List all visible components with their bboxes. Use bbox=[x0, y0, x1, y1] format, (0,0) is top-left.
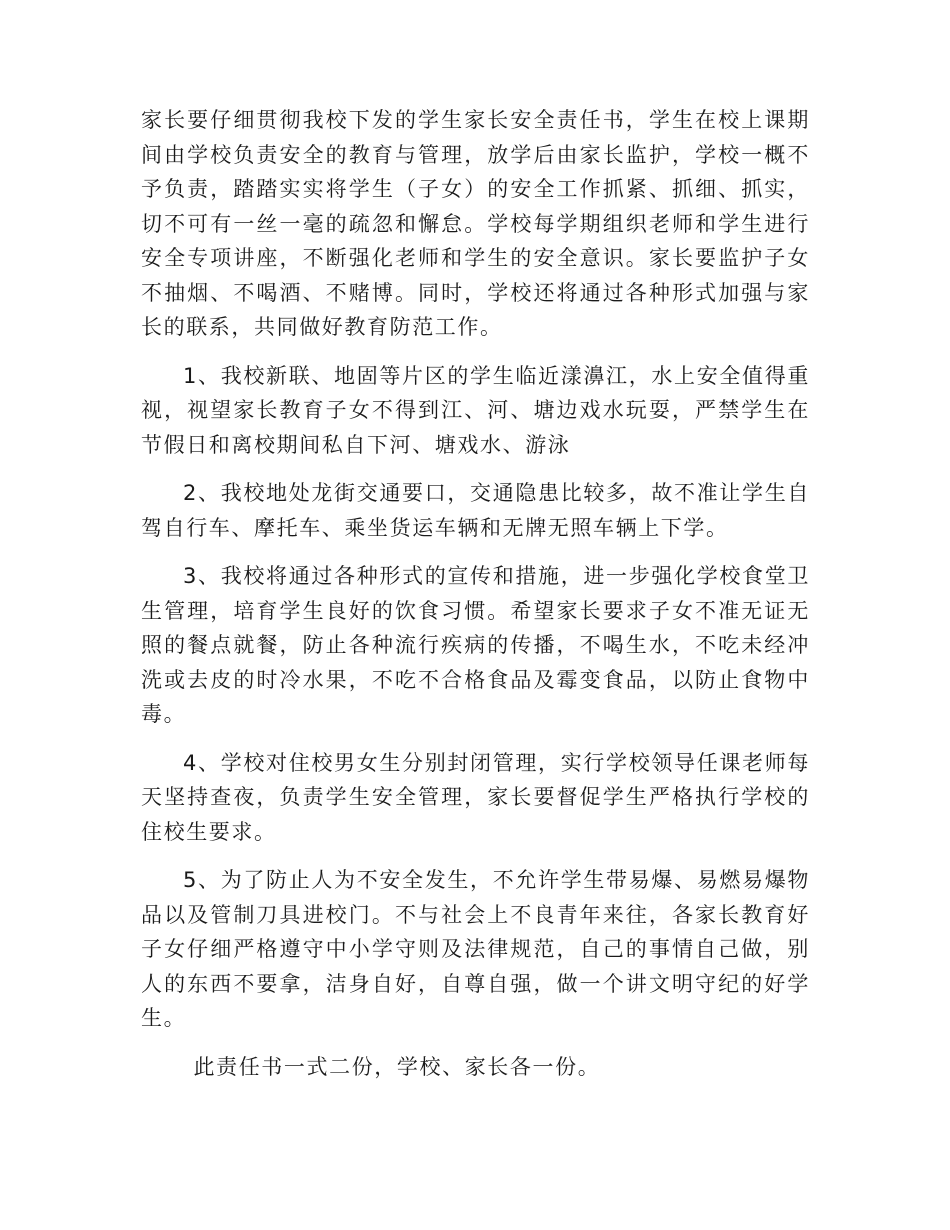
closing-paragraph: 此责任书一式二份，学校、家长各一份。 bbox=[193, 1054, 601, 1079]
item-paragraph-5: 5、为了防止人为不安全发生，不允许学生带易爆、易燃易爆物品以及管制刀具进校门。不与社会上不良青年来往，各家长教育好子女仔细严格遵守中小学守则及法律规范，自己的事情自己做，别人的东西不要拿，洁身自好，自尊自强，做一个讲文明守纪的好学生。 bbox=[141, 868, 810, 1030]
item-paragraph-3: 3、我校将通过各种形式的宣传和措施，进一步强化学校食堂卫生管理，培育学生良好的饮食习惯。希望家长要求子女不准无证无照的餐点就餐，防止各种流行疾病的传播，不喝生水，不吃未经冲洗或去皮的时冷水果，不吃不合格食品及霉变食品，以防止食物中毒。 bbox=[141, 564, 810, 726]
item-paragraph-1: 1、我校新联、地固等片区的学生临近漾濞江，水上安全值得重视，视望家长教育子女不得到江、河、塘边戏水玩耍，严禁学生在节假日和离校期间私自下河、塘戏水、游泳 bbox=[141, 363, 810, 457]
item-paragraph-4: 4、学校对住校男女生分别封闭管理，实行学校领导任课老师每天坚持查夜，负责学生安全管理，家长要督促学生严格执行学校的住校生要求。 bbox=[141, 750, 810, 844]
item-paragraph-2: 2、我校地处龙街交通要口，交通隐患比较多，故不准让学生自驾自行车、摩托车、乘坐货运车辆和无牌无照车辆上下学。 bbox=[141, 481, 810, 540]
intro-paragraph: 家长要仔细贯彻我校下发的学生家长安全责任书，学生在校上课期间由学校负责安全的教育与管理，放学后由家长监护，学校一概不予负责，踏踏实实将学生（子女）的安全工作抓紧、抓细、抓实，切不可有一丝一毫的疏忽和懈怠。学校每学期组织老师和学生进行安全专项讲座，不断强化老师和学生的安全意识。家长要监护子女不抽烟、不喝酒、不赌博。同时，学校还将通过各种形式加强与家长的联系，共同做好教育防范工作。 bbox=[141, 108, 810, 339]
